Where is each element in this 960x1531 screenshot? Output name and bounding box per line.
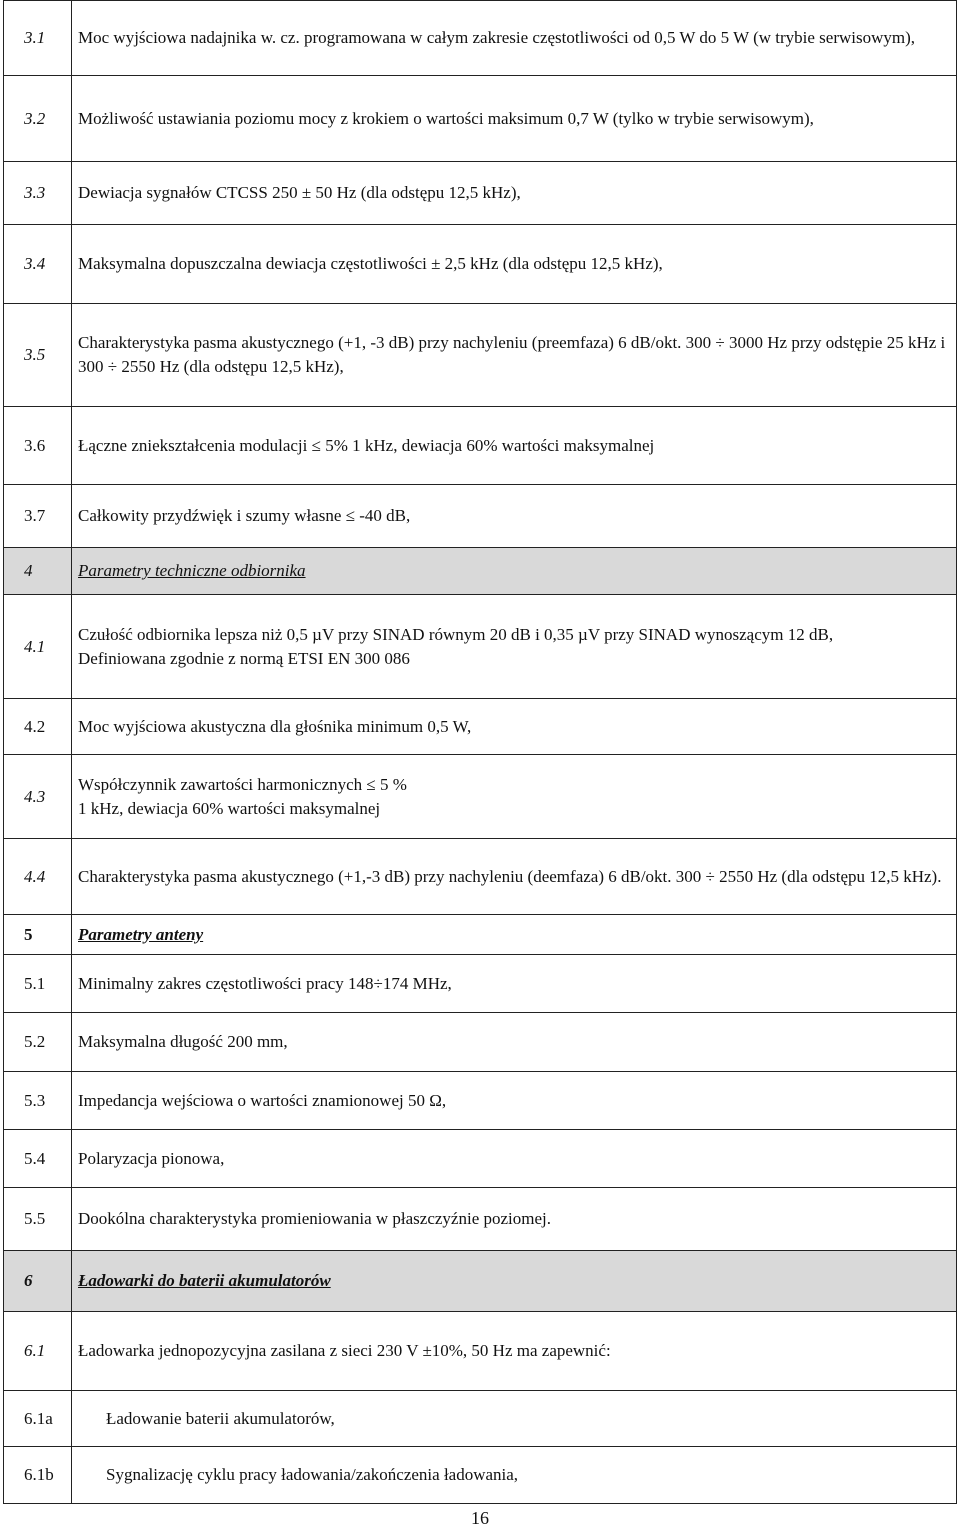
section-number: 4 [4, 548, 72, 595]
table-row [4, 162, 957, 225]
row-text: Łączne zniekształcenia modulacji ≤ 5% 1 kHz, dewiacja 60% wartości maksymalnej [72, 407, 957, 485]
row-text: Moc wyjściowa nadajnika w. cz. programowana w całym zakresie częstotliwości od 0,5 W do 5 W (w trybie serwisowym), [72, 1, 957, 76]
table-row [4, 1, 957, 76]
table-row [4, 304, 957, 407]
table-row [4, 407, 957, 485]
table-row [4, 755, 957, 839]
section-title-cell [72, 548, 957, 595]
row-text-line: Współczynnik zawartości harmonicznych ≤ 5 % [78, 774, 407, 794]
section-number: 6 [4, 1251, 72, 1312]
spec-table [3, 0, 957, 1504]
table-row [4, 1072, 957, 1130]
table-row [4, 1447, 957, 1504]
section-header-row [4, 1251, 957, 1312]
row-number: 5.4 [4, 1130, 72, 1188]
row-number: 3.2 [4, 76, 72, 162]
row-number: 6.1a [4, 1391, 72, 1447]
table-row [4, 485, 957, 548]
row-text: Dewiacja sygnałów CTCSS 250 ± 50 Hz (dla odstępu 12,5 kHz), [72, 162, 957, 225]
section-title: Parametry techniczne odbiornika [78, 561, 306, 580]
row-number: 4.4 [4, 839, 72, 915]
row-text: Impedancja wejściowa o wartości znamionowej 50 Ω, [72, 1072, 957, 1130]
row-number: 5.1 [4, 955, 72, 1013]
row-number: 6.1b [4, 1447, 72, 1504]
section-header-row [4, 548, 957, 595]
table-row [4, 955, 957, 1013]
row-number: 3.6 [4, 407, 72, 485]
row-text: Charakterystyka pasma akustycznego (+1,-3 dB) przy nachyleniu (deemfaza) 6 dB/okt. 300 ÷ 2550 Hz (dla odstępu 12,5 kHz). [72, 839, 957, 915]
section-number: 5 [4, 915, 72, 955]
section-title-cell [72, 915, 957, 955]
row-text: Możliwość ustawiania poziomu mocy z krokiem o wartości maksimum 0,7 W (tylko w trybie serwisowym), [72, 76, 957, 162]
row-number: 3.4 [4, 225, 72, 304]
section-title: Parametry anteny [78, 924, 204, 944]
section-title: Ładowarki do baterii akumulatorów [78, 1271, 331, 1290]
row-text: Dookólna charakterystyka promieniowania w płaszczyźnie poziomej. [72, 1188, 957, 1251]
row-number: 6.1 [4, 1312, 72, 1391]
row-number: 4.3 [4, 755, 72, 839]
row-text: Maksymalna długość 200 mm, [72, 1013, 957, 1072]
table-row [4, 839, 957, 915]
table-row [4, 76, 957, 162]
row-text-cell [72, 595, 957, 699]
row-number: 3.3 [4, 162, 72, 225]
row-text: Moc wyjściowa akustyczna dla głośnika minimum 0,5 W, [72, 699, 957, 755]
row-text-line: Czułość odbiornika lepsza niż 0,5 µV przy SINAD równym 20 dB i 0,35 µV przy SINAD wynoszącym 12 dB, [78, 624, 834, 644]
table-row [4, 225, 957, 304]
section-title-cell [72, 1251, 957, 1312]
row-text: Minimalny zakres częstotliwości pracy 148÷174 MHz, [72, 955, 957, 1013]
row-number: 4.1 [4, 595, 72, 699]
table-row [4, 1188, 957, 1251]
row-text-line: 1 kHz, dewiacja 60% wartości maksymalnej [78, 798, 381, 818]
row-text: Ładowanie baterii akumulatorów, [72, 1391, 957, 1447]
table-row [4, 699, 957, 755]
row-number: 4.2 [4, 699, 72, 755]
row-text: Polaryzacja pionowa, [72, 1130, 957, 1188]
row-number: 5.5 [4, 1188, 72, 1251]
spec-document [3, 0, 957, 1504]
table-row [4, 1312, 957, 1391]
row-number: 3.1 [4, 1, 72, 76]
section-header-row [4, 915, 957, 955]
row-number: 5.2 [4, 1013, 72, 1072]
table-row [4, 1391, 957, 1447]
row-text-cell [72, 755, 957, 839]
row-number: 5.3 [4, 1072, 72, 1130]
row-text: Maksymalna dopuszczalna dewiacja częstotliwości ± 2,5 kHz (dla odstępu 12,5 kHz), [72, 225, 957, 304]
row-number: 3.7 [4, 485, 72, 548]
table-row [4, 595, 957, 699]
row-text: Całkowity przydźwięk i szumy własne ≤ -40 dB, [72, 485, 957, 548]
row-text: Charakterystyka pasma akustycznego (+1, -3 dB) przy nachyleniu (preemfaza) 6 dB/okt. 300 ÷ 3000 Hz przy odstępie 25 kHz i 300 ÷ 2550 Hz (dla odstępu 12,5 kHz), [72, 304, 957, 407]
row-number: 3.5 [4, 304, 72, 407]
row-text: Ładowarka jednopozycyjna zasilana z sieci 230 V ±10%, 50 Hz ma zapewnić: [72, 1312, 957, 1391]
row-text: Sygnalizację cyklu pracy ładowania/zakończenia ładowania, [72, 1447, 957, 1504]
page-number: 16 [471, 1508, 489, 1528]
table-row [4, 1130, 957, 1188]
row-text-line: Definiowana zgodnie z normą ETSI EN 300 086 [78, 648, 410, 668]
table-row [4, 1013, 957, 1072]
